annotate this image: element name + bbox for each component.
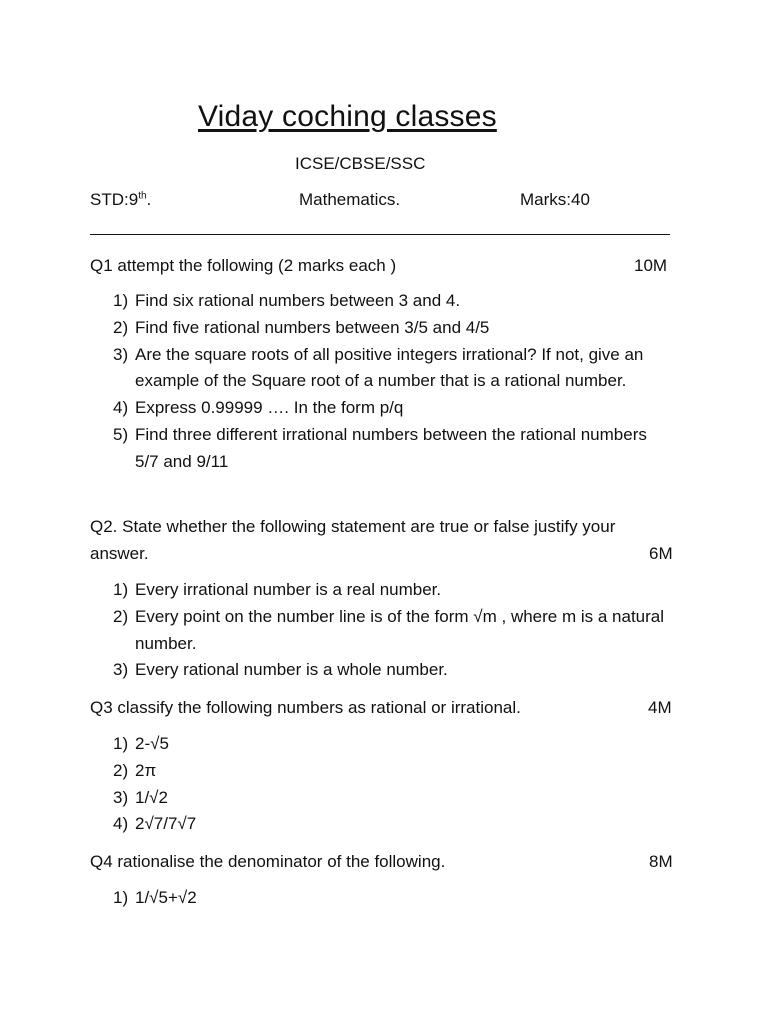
list-item: 1) Every irrational number is a real number. <box>113 580 442 599</box>
question-4-marks: 8M <box>649 852 673 871</box>
list-item: 2) Every point on the number line is of the form √m , where m is a natural number. <box>113 606 665 653</box>
list-item: 3) Are the square roots of all positive integers irrational? If not, give an example of the Square root of a number that is a rational number. <box>113 344 644 391</box>
header-divider <box>90 234 670 235</box>
document-title: Viday coching classes <box>198 100 497 133</box>
list-item: 2) Find five rational numbers between 3/5 and 4/5 <box>113 317 490 337</box>
question-3-marks: 4M <box>648 698 672 717</box>
list-item: 3) Every rational number is a whole number. <box>113 660 448 680</box>
std-label: STD:9th. <box>90 190 152 209</box>
question-2-text: Q2. State whether the following statement are true or false justify your <box>90 517 616 536</box>
question-3-list <box>113 731 413 838</box>
question-4-text: Q4 rationalise the denominator of the following. <box>90 852 446 871</box>
list-item: 1) Find six rational numbers between 3 and 4. <box>113 291 461 310</box>
list-item: 3) 1/√2 <box>113 787 168 807</box>
question-2-text-continued: answer. <box>90 544 149 563</box>
list-item: 5) Find three different irrational numbers between the rational numbers 5/7 and 9/11 <box>113 424 647 471</box>
subject-label: Mathematics. <box>299 190 401 209</box>
list-item: 1) 1/√5+√2 <box>113 888 197 907</box>
question-1-marks: 10M <box>634 256 668 275</box>
list-item: 2) 2π <box>113 760 157 780</box>
question-1-text: Q1 attempt the following (2 marks each ) <box>90 256 397 275</box>
boards-label: ICSE/CBSE/SSC <box>295 154 426 173</box>
list-item: 4) Express 0.99999 …. In the form p/q <box>113 398 404 418</box>
question-3-text: Q3 classify the following numbers as rational or irrational. <box>90 698 521 717</box>
list-item: 4) 2√7/7√7 <box>113 814 197 834</box>
question-2-list <box>113 577 673 684</box>
question-1-list <box>113 288 673 476</box>
question-2-marks: 6M <box>649 544 673 563</box>
list-item: 1) 2-√5 <box>113 734 169 753</box>
question-4-list <box>113 885 413 912</box>
total-marks-label: Marks:40 <box>520 190 590 209</box>
